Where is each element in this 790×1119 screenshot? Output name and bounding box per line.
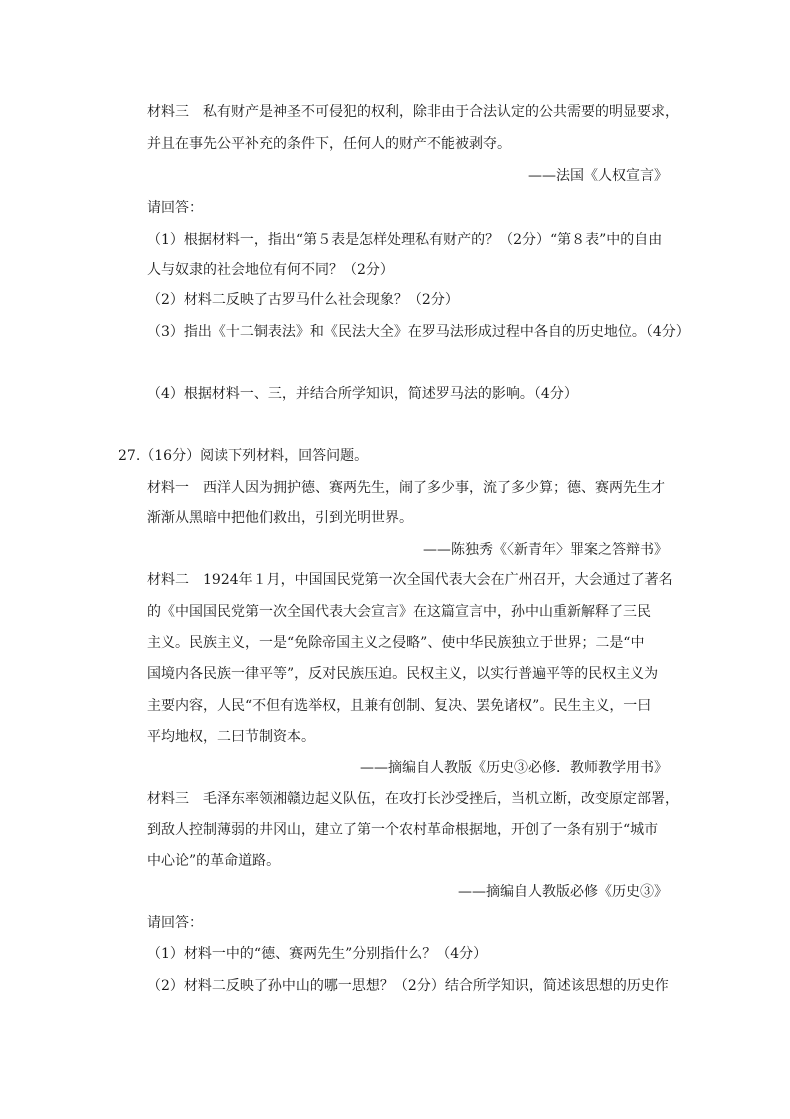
question-line: （1）材料一中的“德、赛两先生”分别指什么？（4分）: [147, 946, 488, 962]
material2-line: 平均地权，二曰节制资本。: [147, 729, 315, 745]
answer-prompt: 请回答：: [147, 915, 203, 931]
material3-line: 并且在事先公平补充的条件下，任何人的财产不能被剥夺。: [147, 136, 511, 152]
material2-line: 主义。民族主义，一是“免除帝国主义之侵略”、使中华民族独立于世界；二是“中: [147, 635, 645, 651]
question-line: （4）根据材料一、三，并结合所学知识，简述罗马法的影响。（4分）: [147, 386, 578, 402]
material2-line: 的《中国国民党第一次全国代表大会宣言》在这篇宣言中，孙中山重新解释了三民: [147, 604, 651, 620]
material1-line: 材料一 西洋人因为拥护德、赛两先生，闹了多少事，流了多少算；德、赛两先生才: [147, 480, 665, 496]
question-line: （1）根据材料一，指出“第５表是怎样处理私有财产的？（2分）“第８表”中的自由: [147, 232, 663, 248]
question-line: 人与奴隶的社会地位有何不同？（2分）: [147, 262, 394, 278]
material1-line: 渐渐从黑暗中把他们救出，引到光明世界。: [147, 510, 413, 526]
material3-line: 中心论”的革命道路。: [147, 853, 281, 869]
material3-line: 材料三 毛泽东率领湘赣边起义队伍，在攻打长沙受挫后，当机立断，改变原定部署，: [147, 791, 679, 807]
source-citation: ——摘编自人教版《历史③必修．教师教学用书》: [360, 760, 668, 776]
material3-line: 到敌人控制薄弱的井冈山，建立了第一个农村革命根据地，开创了一条有别于“城市: [147, 822, 659, 838]
question-line: （2）材料二反映了古罗马什么社会现象？（2分）: [147, 292, 459, 308]
answer-prompt: 请回答：: [147, 200, 203, 216]
material2-line: 材料二 1924年１月，中国国民党第一次全国代表大会在广州召开，大会通过了著名: [147, 572, 673, 588]
question-line: （2）材料二反映了孙中山的哪一思想？（2分）结合所学知识，简述该思想的历史作: [147, 978, 669, 994]
material2-line: 国境内各民族一律平等”，反对民族压迫。民权主义，以实行普遍平等的民权主义为: [147, 666, 659, 682]
question-heading: 27.（16分）阅读下列材料，回答问题。: [118, 448, 369, 464]
material3-line: 材料三 私有财产是神圣不可侵犯的权利，除非由于合法认定的公共需要的明显要求，: [147, 104, 679, 120]
source-citation: ——法国《人权宣言》: [528, 168, 668, 184]
source-citation: ——摘编自人教版必修《历史③》: [458, 884, 668, 900]
material2-line: 主要内容，人民“不但有选举权，且兼有创制、复决、罢免诸权”。民生主义，一曰: [147, 698, 652, 714]
source-citation: ——陈独秀《〈新青年〉罪案之答辩书》: [423, 542, 668, 558]
question-line: （3）指出《十二铜表法》和《民法大全》在罗马法形成过程中各自的历史地位。（4分）: [147, 324, 690, 340]
